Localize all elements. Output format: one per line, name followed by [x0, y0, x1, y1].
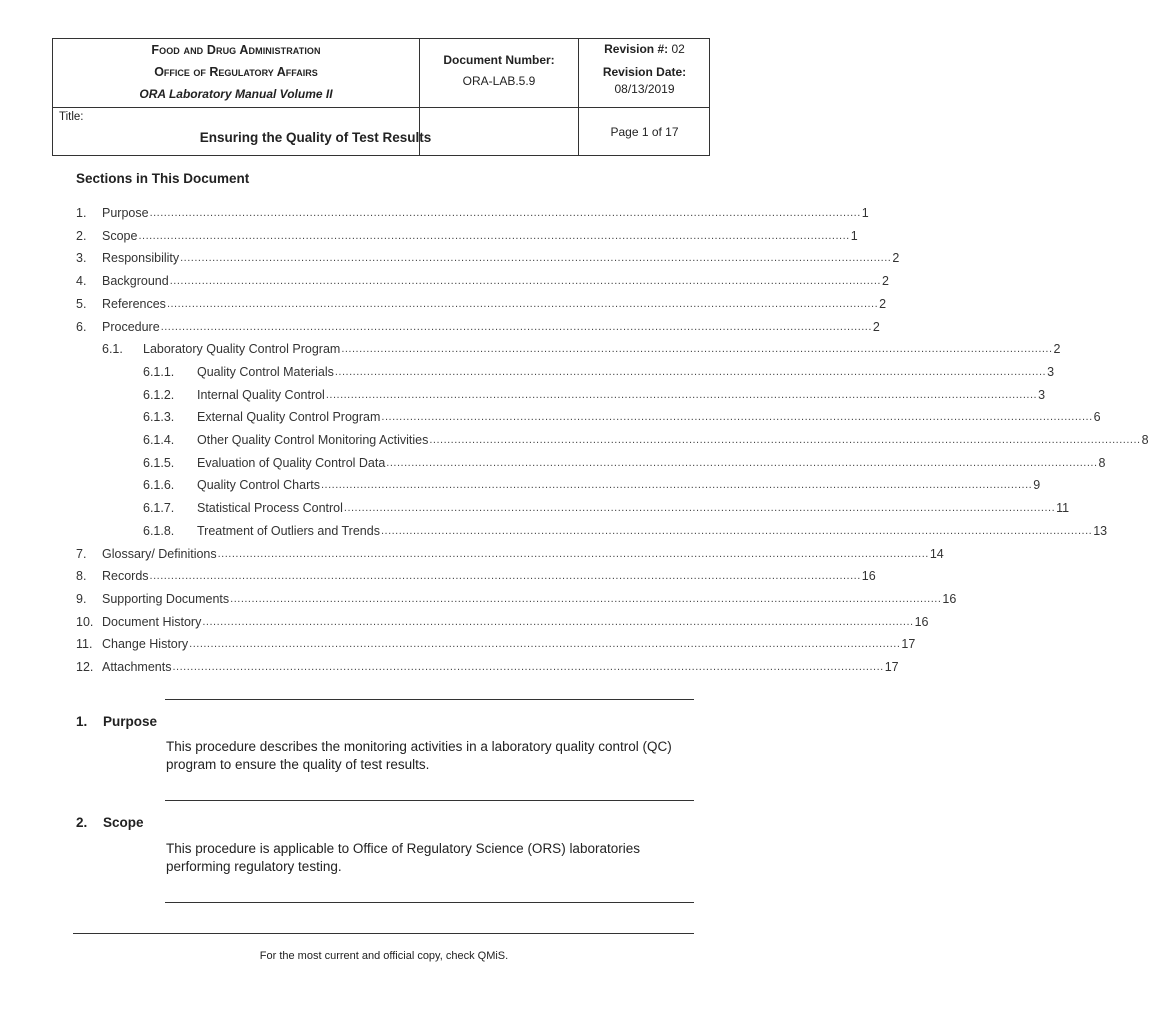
toc-leader-dots: ........................................................................................................................................................................................................ — [380, 524, 1093, 537]
toc-entry[interactable] — [76, 316, 880, 334]
document-number-value: ORA-LAB.5.9 — [462, 74, 536, 88]
toc-entry-page: 17 — [884, 660, 899, 674]
toc-entry[interactable] — [76, 202, 869, 220]
section-title: Purpose — [103, 714, 158, 729]
toc-entry-label: Scope — [102, 228, 138, 243]
toc-entry[interactable] — [102, 338, 1061, 357]
toc-entry-page: 9 — [1033, 478, 1041, 493]
toc-entry-page: 2 — [872, 319, 880, 334]
toc-entry-label: Purpose — [102, 206, 149, 220]
toc-entry-label: Responsibility — [102, 251, 180, 266]
toc-entry-page: 3 — [1038, 387, 1046, 402]
manual-name: ORA Laboratory Manual Volume II — [139, 87, 333, 101]
section-heading-purpose — [76, 714, 157, 729]
toc-entry-label: Quality Control Charts — [197, 478, 320, 493]
toc-entry-number: 6. — [76, 319, 87, 334]
toc-entry[interactable] — [143, 406, 1101, 425]
document-title: Ensuring the Quality of Test Results — [199, 130, 432, 145]
toc-entry-number: 6.1.6. — [143, 478, 175, 493]
toc-entry-number: 4. — [76, 274, 87, 289]
scope-paragraph: This procedure is applicable to Office of Regulatory Science (ORS) laboratories performing regulatory testing. — [166, 841, 640, 874]
toc-entry-page: 14 — [929, 546, 944, 561]
toc-leader-dots: ........................................................................................................................................................................................................ — [325, 388, 1038, 401]
section-number: 1. — [76, 714, 88, 729]
toc-entry-page: 11 — [1056, 501, 1070, 516]
section-rule — [165, 800, 694, 801]
toc-entry-page: 8 — [1098, 455, 1106, 470]
title-label: Title: — [59, 111, 84, 123]
toc-entry-label: Quality Control Materials — [197, 364, 334, 379]
toc-entry-label: Laboratory Quality Control Program — [143, 342, 341, 357]
toc-entry-page: 6 — [1093, 410, 1101, 425]
toc-entry-number: 9. — [76, 591, 87, 606]
toc-entry-page: 2 — [1053, 342, 1061, 357]
toc-entry-number: 6.1.5. — [143, 455, 175, 470]
toc-entry-page: 1 — [850, 228, 858, 243]
toc-entry-number: 6.1.1. — [143, 364, 175, 379]
toc-entry[interactable] — [76, 270, 889, 289]
footer-rule — [73, 933, 694, 934]
toc-entry[interactable] — [76, 633, 916, 652]
toc-leader-dots: ........................................................................................................................................................................................................ — [429, 434, 1141, 446]
toc-entry[interactable] — [143, 474, 1041, 493]
toc-entry[interactable] — [76, 611, 929, 629]
toc-entry-label: Treatment of Outliers and Trends — [197, 523, 380, 538]
toc-entry-label: Attachments — [102, 660, 172, 674]
toc-entry[interactable] — [143, 384, 1046, 402]
toc-entry-page: 3 — [1047, 364, 1055, 379]
toc-entry-number: 6.1. — [102, 342, 123, 357]
toc-leader-dots: ........................................................................................................................................................................................................ — [149, 570, 861, 583]
revision-value: 02 — [671, 42, 685, 56]
toc-leader-dots: ........................................................................................................................................................................................................ — [341, 343, 1053, 356]
toc-leader-dots: ........................................................................................................................................................................................................ — [180, 252, 892, 265]
toc-leader-dots: ........................................................................................................................................................................................................ — [334, 365, 1047, 378]
toc-entry-number: 6.1.7. — [143, 501, 175, 516]
toc-entry-page: 16 — [861, 569, 876, 584]
toc-entry-number: 3. — [76, 251, 87, 266]
toc-entry-number: 2. — [76, 228, 87, 243]
toc-entry[interactable] — [143, 361, 1055, 379]
toc-heading: Sections in This Document — [76, 171, 250, 186]
toc-leader-dots: ........................................................................................................................................................................................................ — [149, 207, 861, 219]
toc-entry-number: 6.1.3. — [143, 410, 175, 425]
toc-entry-label: Statistical Process Control — [197, 501, 343, 516]
toc-entry-page: 2 — [879, 296, 887, 311]
toc-entry-page: 16 — [942, 591, 957, 606]
toc-entry-label: References — [102, 296, 166, 311]
toc-entry-label: Internal Quality Control — [197, 387, 325, 402]
toc-leader-dots: ........................................................................................................................................................................................................ — [202, 615, 914, 628]
toc-entry[interactable] — [76, 293, 887, 311]
toc-leader-dots: ........................................................................................................................................................................................................ — [166, 297, 879, 310]
toc-leader-dots: ........................................................................................................................................................................................................ — [189, 638, 901, 651]
document-number-label: Document Number: — [443, 53, 555, 67]
office-name: Office of Regulatory Affairs — [154, 65, 318, 79]
revision-date-value: 08/13/2019 — [614, 82, 675, 96]
toc-entry-label: Glossary/ Definitions — [102, 546, 217, 561]
revision-number — [579, 42, 710, 56]
section-heading-scope — [76, 815, 144, 830]
toc-leader-dots: ........................................................................................................................................................................................................ — [172, 661, 884, 673]
header-divider — [53, 107, 709, 108]
toc-entry[interactable] — [76, 543, 944, 561]
section-rule — [165, 699, 694, 700]
toc-entry[interactable] — [76, 588, 957, 606]
toc-leader-dots: ........................................................................................................................................................................................................ — [343, 502, 1056, 515]
toc-leader-dots: ........................................................................................................................................................................................................ — [169, 275, 881, 288]
toc-entry-number: 7. — [76, 546, 87, 561]
toc-entry[interactable] — [143, 520, 1108, 538]
toc-entry[interactable] — [76, 656, 899, 674]
toc-entry-number: 6.1.2. — [143, 387, 175, 402]
document-header — [52, 38, 710, 156]
toc-entry-page: 17 — [901, 637, 916, 652]
toc-entry-label: Records — [102, 569, 149, 584]
revision-date-label: Revision Date: — [602, 65, 687, 79]
toc-entry-label: External Quality Control Program — [197, 410, 381, 425]
section-rule — [165, 902, 694, 903]
revision-label: Revision #: — [604, 42, 669, 56]
toc-entry[interactable] — [143, 452, 1106, 470]
toc-entry-page: 8 — [1141, 433, 1149, 447]
toc-entry-number: 5. — [76, 296, 87, 311]
toc-leader-dots: ........................................................................................................................................................................................................ — [386, 456, 1098, 469]
toc-leader-dots: ........................................................................................................................................................................................................ — [230, 592, 942, 605]
toc-entry-label: Other Quality Control Monitoring Activities — [197, 433, 429, 447]
toc-entry-page: 16 — [914, 614, 929, 629]
toc-entry-number: 8. — [76, 569, 87, 584]
purpose-paragraph: This procedure describes the monitoring activities in a laboratory quality control (QC) program to ensure the quality of test results. — [166, 739, 672, 772]
agency-name: Food and Drug Administration — [151, 43, 321, 57]
toc-entry-label: Supporting Documents — [102, 591, 230, 606]
toc-entry-label: Document History — [102, 614, 202, 629]
toc-entry[interactable] — [76, 247, 900, 266]
toc-entry-label: Background — [102, 274, 169, 289]
toc-leader-dots: ........................................................................................................................................................................................................ — [320, 479, 1033, 492]
page-number: Page 1 of 17 — [610, 125, 679, 139]
toc-entry-page: 1 — [861, 206, 869, 220]
section-title: Scope — [103, 815, 144, 830]
toc-entry-number: 12. — [76, 660, 94, 674]
toc-entry[interactable] — [143, 429, 1149, 447]
toc-entry[interactable] — [143, 497, 1070, 516]
toc-leader-dots: ........................................................................................................................................................................................................ — [381, 411, 1093, 424]
toc-leader-dots: ........................................................................................................................................................................................................ — [160, 320, 872, 333]
toc-entry-page: 2 — [892, 251, 900, 266]
toc-entry[interactable] — [76, 225, 858, 243]
toc-entry-number: 6.1.4. — [143, 433, 175, 447]
toc-entry-page: 13 — [1093, 523, 1108, 538]
toc-leader-dots: ........................................................................................................................................................................................................ — [217, 547, 929, 560]
toc-entry[interactable] — [76, 565, 876, 584]
toc-entry-number: 11. — [76, 637, 93, 652]
section-number: 2. — [76, 815, 88, 830]
toc-leader-dots: ........................................................................................................................................................................................................ — [138, 229, 850, 242]
toc-entry-label: Evaluation of Quality Control Data — [197, 455, 386, 470]
toc-entry-label: Change History — [102, 637, 189, 652]
toc-entry-label: Procedure — [102, 319, 160, 334]
toc-entry-number: 1. — [76, 206, 87, 220]
toc-entry-number: 10. — [76, 614, 94, 629]
footer-note: For the most current and official copy, check QMiS. — [259, 950, 509, 962]
toc-entry-number: 6.1.8. — [143, 523, 175, 538]
toc-entry-page: 2 — [881, 274, 889, 289]
